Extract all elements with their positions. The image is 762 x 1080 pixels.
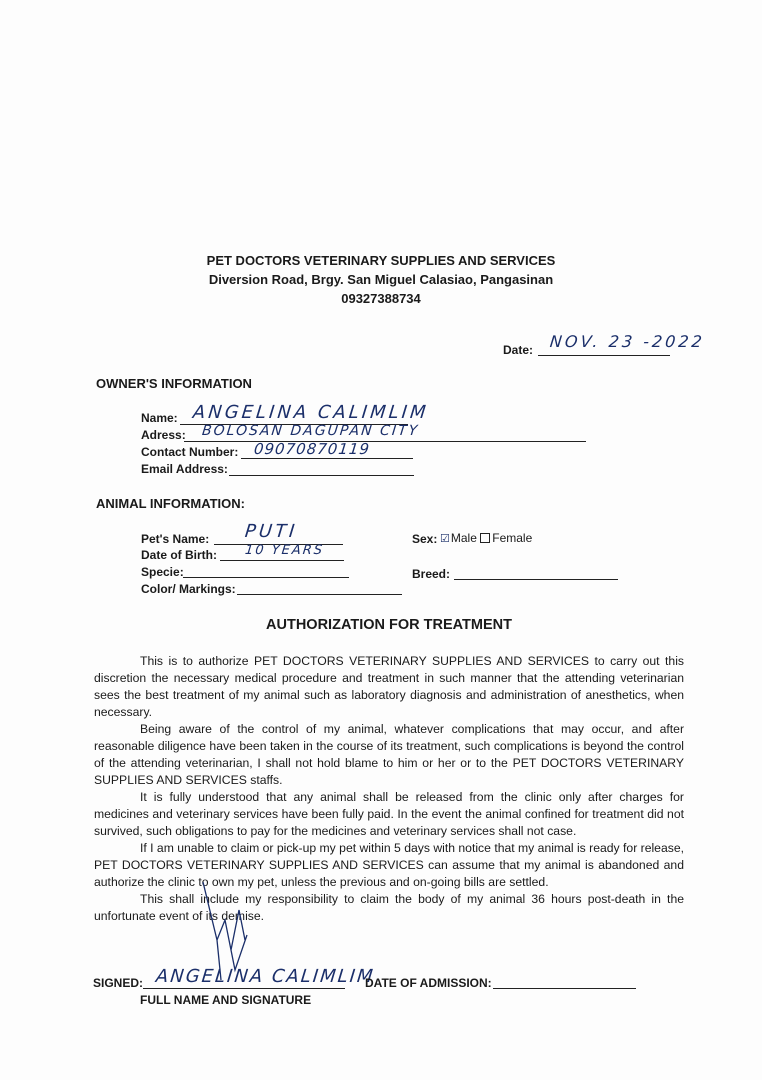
signature-caption: FULL NAME AND SIGNATURE [140,993,312,1007]
owner-name-value: ANGELINA CALIMLIM [191,402,430,423]
authorization-title: AUTHORIZATION FOR TREATMENT [266,617,512,633]
date-label: Date: [503,343,534,357]
sex-male-label: Male [450,531,477,545]
company-name: PET DOCTORS VETERINARY SUPPLIES AND SERVICES [206,253,556,268]
admission-field[interactable] [493,974,636,989]
specie-field[interactable] [183,563,349,578]
authorization-body [94,653,684,925]
sex-label: Sex: [412,532,438,546]
authorization-paragraph: It is fully understood that any animal shall be released from the clinic only after charges for medicines and veterinary services have been fully paid. In the event the animal confined for treatment did not survived, such obligations to pay for the medicines and veterinary services shall not case. [94,790,684,838]
owner-name-label: Name: [141,411,178,425]
authorization-paragraph: Being aware of the control of my animal, whatever complications that may occur, and after reasonable diligence have been taken in the course of its treatment, such complications is beyond the control of the attending veterinarian, I shall not hold blame to him or her or to the PET DOCTORS VETERINARY SUPPLIES AND SERVICES staffs. [94,722,684,787]
owner-address-label: Adress: [141,428,186,442]
sex-male-checkbox[interactable]: ☑ [440,533,450,545]
date-value: NOV. 23 -2022 [549,332,706,351]
owner-email-field[interactable] [229,461,414,476]
sex-female-checkbox[interactable] [480,533,490,543]
authorization-paragraph: This is to authorize PET DOCTORS VETERINARY SUPPLIES AND SERVICES to carry out this discretion the necessary medical procedure and treatment in such manner that the attending veterinarian sees the best treatment of my animal such as laboratory diagnosis and administration of anesthetics, when necessary. [94,654,684,719]
company-phone: 09327388734 [341,291,421,306]
authorization-paragraph: This shall include my responsibility to claim the body of my animal 36 hours post-death in the unfortunate event of its demise. [94,892,684,923]
owner-email-label: Email Address: [141,462,228,476]
pet-name-label: Pet's Name: [141,532,210,546]
owner-contact-label: Contact Number: [141,445,239,459]
color-field[interactable] [237,580,402,595]
pet-name-value: PUTI [243,521,299,542]
owner-section-title: OWNER'S INFORMATION [96,376,252,391]
breed-field[interactable] [454,565,618,580]
breed-label: Breed: [412,567,451,581]
sex-female-label: Female [492,531,533,545]
authorization-paragraph: If I am unable to claim or pick-up my pet within 5 days with notice that my animal is ready for release, PET DOCTORS VETERINARY SUPPLIES AND SERVICES can assume that my animal is abandoned and authorize the clinic to own my pet, unless the previous and on-going bills are settled. [94,841,684,889]
animal-section-title: ANIMAL INFORMATION: [96,496,245,511]
dob-value: 10 YEARS [244,543,325,558]
dob-label: Date of Birth: [141,548,217,562]
admission-label: DATE OF ADMISSION: [365,976,492,990]
sex-options [440,531,532,545]
signed-value: ANGELINA CALIMLIM [154,966,376,987]
owner-address-value: BOLOSAN DAGUPAN CITY [201,423,420,439]
color-label: Color/ Markings: [141,582,236,596]
owner-contact-value: 09070870119 [253,440,371,458]
specie-label: Specie: [141,565,184,579]
company-address: Diversion Road, Brgy. San Miguel Calasiao, Pangasinan [208,272,554,287]
signed-label: SIGNED: [93,976,144,990]
